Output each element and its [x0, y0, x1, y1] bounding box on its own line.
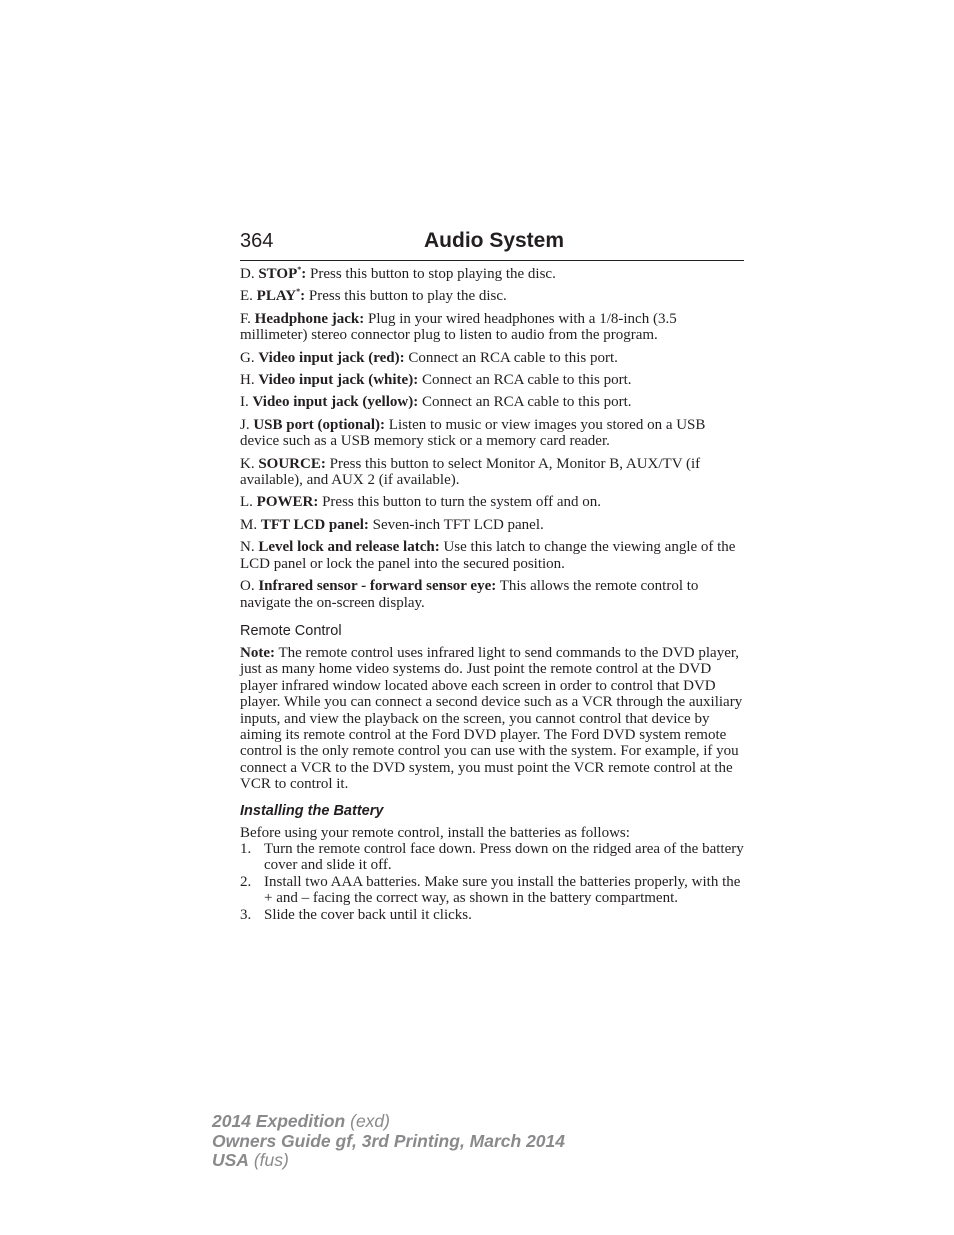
- list-item: [240, 874, 746, 907]
- footer-line-model: 2014 Expedition (exd): [212, 1111, 390, 1131]
- note-paragraph: [240, 645, 746, 793]
- item-text: Plug in your wired headphones with a 1/8-inch (3.5 millimeter) stereo connector plug to listen to audio from the program.: [240, 310, 677, 344]
- item-label: POWER:: [256, 494, 319, 511]
- item-label: SOURCE:: [258, 455, 326, 472]
- footer-line-market: USA (fus): [212, 1150, 289, 1170]
- item-text: Press this button to play the disc.: [308, 288, 507, 305]
- section-heading-installing-battery: Installing the Battery: [240, 802, 384, 819]
- item-label: STOP*:: [258, 265, 307, 282]
- item-label: Video input jack (red):: [258, 349, 405, 366]
- item-i: [240, 394, 746, 410]
- item-letter: N.: [240, 539, 255, 556]
- item-label: Level lock and release latch:: [258, 539, 440, 556]
- item-letter: O.: [240, 578, 255, 595]
- item-letter: K.: [240, 455, 255, 472]
- item-text: Connect an RCA cable to this port.: [421, 372, 632, 389]
- page-number: 364: [240, 230, 274, 252]
- item-text: Press this button to stop playing the disc.: [310, 266, 556, 282]
- item-m: [240, 517, 746, 533]
- item-text: Press this button to turn the system off and on.: [322, 494, 601, 511]
- step-text: Turn the remote control face down. Press down on the ridged area of the battery cover and slide it off.: [264, 840, 744, 874]
- item-g: [240, 350, 746, 366]
- item-letter: I.: [240, 394, 249, 411]
- item-text: Connect an RCA cable to this port.: [408, 349, 618, 366]
- item-l: [240, 494, 746, 510]
- item-e: [240, 288, 746, 304]
- item-letter: L.: [240, 494, 253, 511]
- item-letter: J.: [240, 416, 250, 433]
- step-text: Install two AAA batteries. Make sure you install the batteries properly, with the + and – facing the correct way, as shown in the battery compartment.: [264, 873, 741, 907]
- item-n: [240, 539, 746, 572]
- note-label: Note:: [240, 644, 275, 661]
- page-footer: [212, 1112, 565, 1171]
- item-letter: G.: [240, 349, 255, 366]
- battery-steps-list: [240, 841, 746, 923]
- page-title: Audio System: [424, 229, 565, 252]
- step-number: 3.: [240, 906, 252, 923]
- step-number: 1.: [240, 840, 252, 857]
- item-letter: M.: [240, 516, 258, 533]
- item-letter: D.: [240, 266, 255, 282]
- item-text: Listen to music or view images you stored on a USB device such as a USB memory stick or a memory card reader.: [240, 416, 706, 450]
- page-header: [240, 228, 744, 261]
- battery-intro: Before using your remote control, install the batteries as follows:: [240, 824, 630, 841]
- item-letter: E.: [240, 288, 253, 305]
- item-text: Connect an RCA cable to this port.: [421, 394, 632, 411]
- item-label: Video input jack (white):: [258, 372, 419, 389]
- step-number: 2.: [240, 873, 252, 890]
- item-text: This allows the remote control to navigate the on-screen display.: [240, 578, 699, 611]
- footer-line-printing: Owners Guide gf, 3rd Printing, March 2014: [212, 1130, 565, 1151]
- item-text: Use this latch to change the viewing angle of the LCD panel or lock the panel into the secured position.: [240, 539, 736, 572]
- item-k: [240, 456, 746, 489]
- item-label: TFT LCD panel:: [260, 516, 369, 533]
- page-content: [240, 266, 746, 923]
- item-label: USB port (optional):: [253, 416, 386, 433]
- item-letter: F.: [240, 310, 251, 327]
- item-text: Press this button to select Monitor A, Monitor B, AUX/TV (if available), and AUX 2 (if available).: [240, 455, 701, 489]
- item-label: Video input jack (yellow):: [252, 394, 419, 411]
- item-text: Seven-inch TFT LCD panel.: [372, 516, 544, 533]
- note-text: The remote control uses infrared light to send commands to the DVD player, just as many home video systems do. Just point the remote control at the DVD player infrared window located above each screen in order to control that DVD player. While you can connect a second device such as a VCR through the auxiliary inputs, and view the playback on the screen, you cannot control that device by aiming its remote control at the Ford DVD player. The Ford DVD system remote control is the only remote control you can use with the system. For example, if you connect a VCR to the DVD system, you must point the VCR remote control at the VCR to control it.: [240, 644, 743, 793]
- item-o: [240, 578, 746, 611]
- item-label: PLAY*:: [256, 287, 306, 305]
- item-label: Headphone jack:: [254, 310, 365, 327]
- footnote-marker: *: [297, 265, 302, 274]
- item-f: [240, 311, 746, 344]
- item-d: [240, 266, 746, 282]
- step-text: Slide the cover back until it clicks.: [264, 906, 472, 923]
- item-letter: H.: [240, 372, 255, 389]
- section-heading-remote-control: Remote Control: [240, 622, 342, 639]
- footnote-marker: *: [296, 287, 301, 297]
- list-item: [240, 907, 746, 923]
- item-j: [240, 417, 746, 450]
- item-h: [240, 372, 746, 388]
- item-label: Infrared sensor - forward sensor eye:: [258, 578, 497, 595]
- list-item: [240, 841, 746, 874]
